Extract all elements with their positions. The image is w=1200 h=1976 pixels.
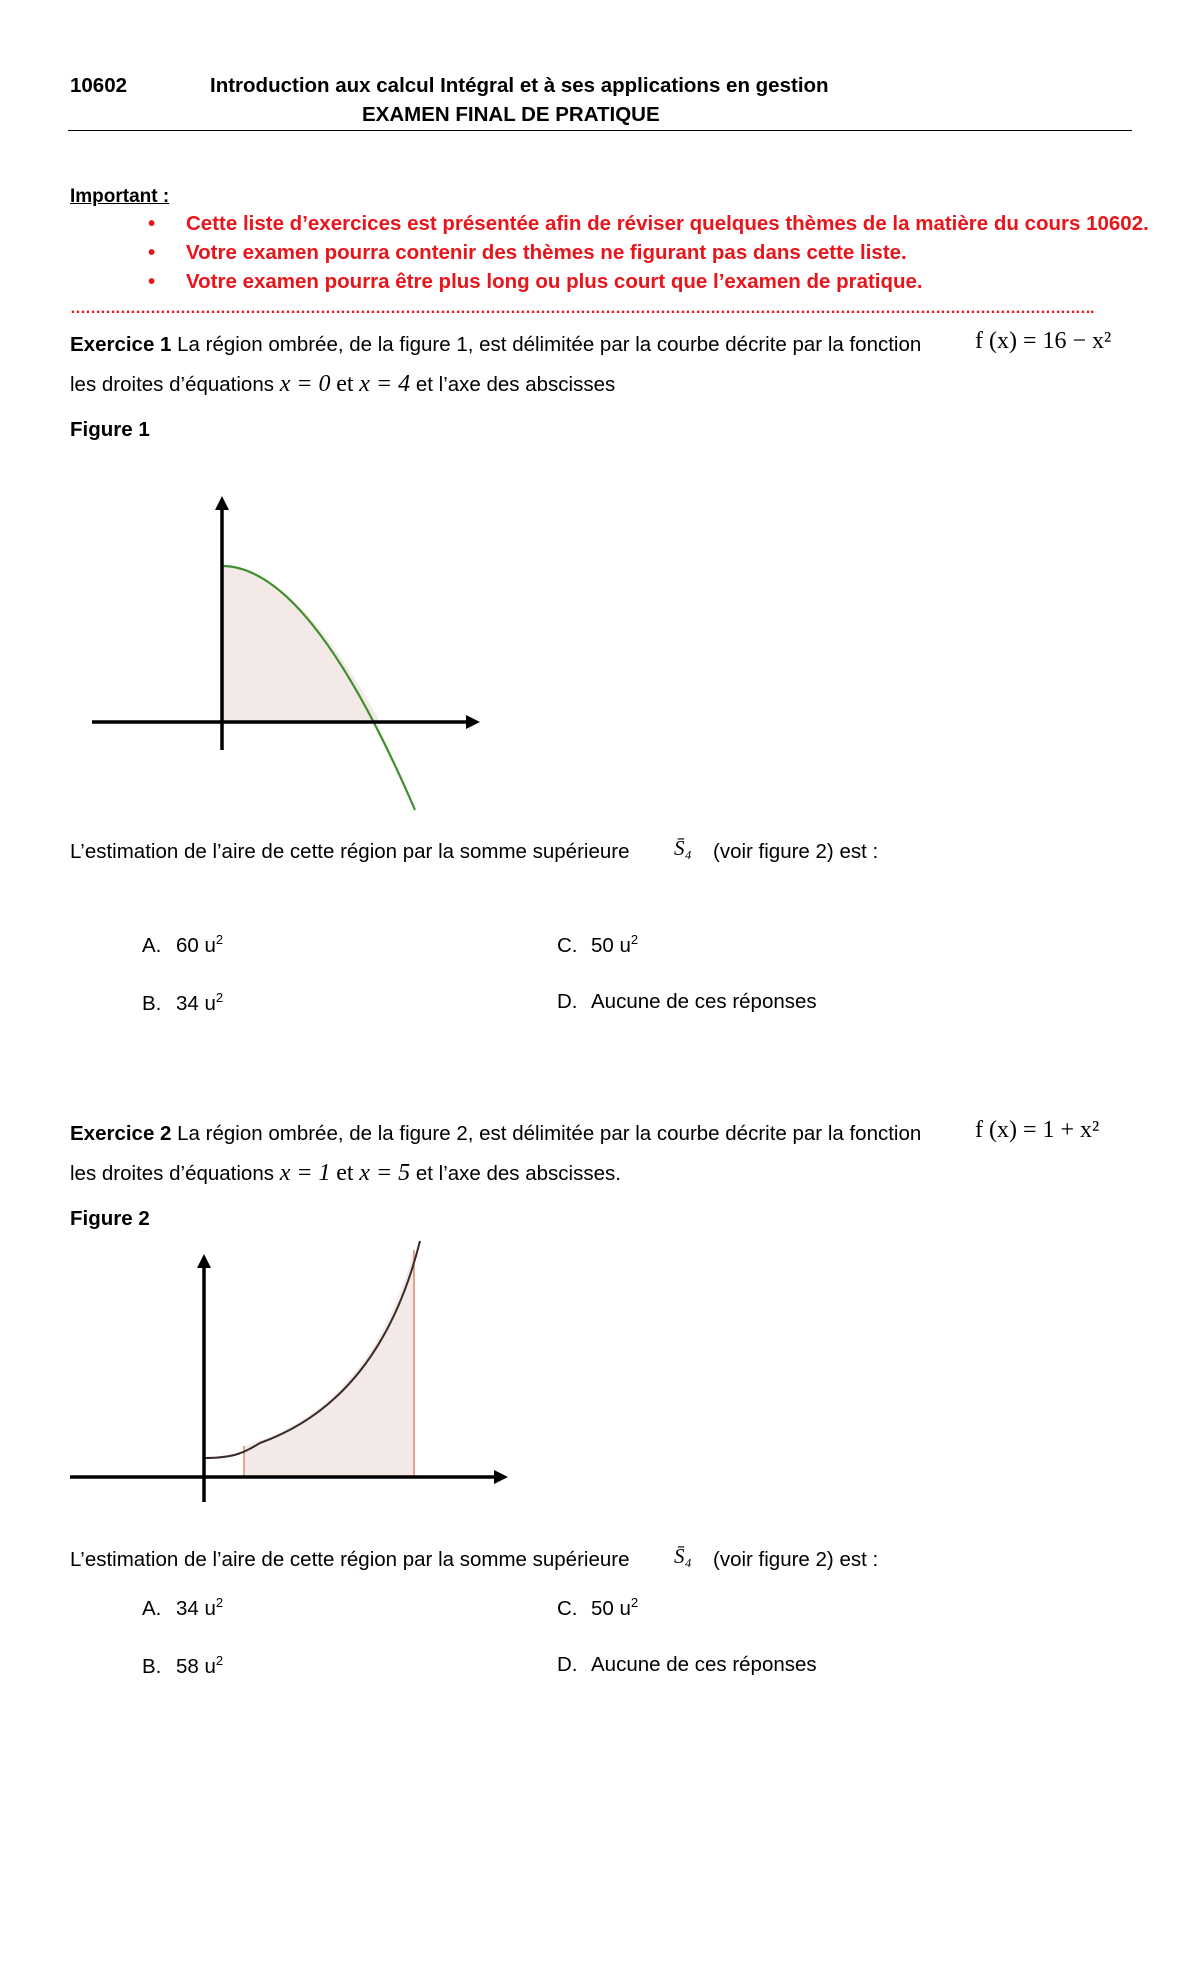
bullet-icon: • bbox=[148, 212, 156, 235]
exercise2-option-b bbox=[142, 1653, 223, 1679]
exercise2-title: Exercice 2 bbox=[70, 1122, 172, 1145]
exercise1-text-end: et l’axe des abscisses bbox=[415, 373, 616, 396]
figure2-x-arrow-icon bbox=[494, 1470, 508, 1484]
option-value: Aucune de ces réponses bbox=[591, 1653, 817, 1676]
option-letter: B. bbox=[142, 992, 162, 1015]
option-letter: A. bbox=[142, 1597, 162, 1620]
option-value: 34 u bbox=[176, 992, 216, 1015]
option-value: 50 u bbox=[591, 1597, 631, 1620]
bullet-icon: • bbox=[148, 270, 156, 293]
bullet-text: Votre examen pourra contenir des thèmes ne figurant pas dans cette liste. bbox=[186, 241, 907, 264]
exercise1-line2 bbox=[70, 371, 615, 398]
exercise1-eq1: x = 0 bbox=[279, 371, 331, 397]
course-code: 10602 bbox=[70, 74, 128, 97]
option-value: 58 u bbox=[176, 1655, 216, 1678]
dotted-separator: ……………………………………………………………………………………………………………………………………………………………………………………. bbox=[70, 300, 1094, 317]
exercise2-eq2: x = 5 bbox=[359, 1160, 411, 1186]
exercise2-text-start: les droites d’équations bbox=[70, 1162, 274, 1185]
exercise1-text: La région ombrée, de la figure 1, est délimitée par la courbe décrite par la fonction bbox=[177, 333, 922, 356]
figure2-y-arrow-icon bbox=[197, 1254, 211, 1268]
figure1-shaded-region bbox=[222, 566, 380, 722]
exercise2-sum-symbol: S̄₄ bbox=[674, 1544, 692, 1568]
exercise1-conj: et bbox=[336, 371, 354, 397]
exercise1-option-d bbox=[557, 990, 817, 1014]
exercise2-eq1: x = 1 bbox=[279, 1160, 331, 1186]
option-letter: C. bbox=[557, 1597, 578, 1620]
exercise1-title: Exercice 1 bbox=[70, 333, 172, 356]
exercise1-line1 bbox=[70, 333, 921, 357]
bullet-text: Cette liste d’exercices est présentée afin de réviser quelques thèmes de la matière du cours 10602. bbox=[186, 212, 1149, 235]
exercise2-function: f (x) = 1 + x² bbox=[975, 1117, 1100, 1143]
exam-title: EXAMEN FINAL DE PRATIQUE bbox=[362, 103, 660, 126]
option-exponent: 2 bbox=[630, 1595, 639, 1610]
option-exponent: 2 bbox=[215, 990, 224, 1005]
figure1-x-arrow-icon bbox=[466, 715, 480, 729]
exercise2-option-a bbox=[142, 1595, 223, 1621]
option-letter: A. bbox=[142, 934, 162, 957]
figure2-label: Figure 2 bbox=[70, 1207, 150, 1230]
figure1-label: Figure 1 bbox=[70, 418, 150, 441]
exercise2-question-start: L’estimation de l’aire de cette région par la somme supérieure bbox=[70, 1548, 630, 1571]
figure2-shaded-region bbox=[244, 1250, 414, 1477]
exercise2-option-c bbox=[557, 1595, 638, 1621]
exercise1-sum-symbol: S̄₄ bbox=[674, 836, 692, 860]
option-letter: B. bbox=[142, 1655, 162, 1678]
exercise1-option-c bbox=[557, 932, 638, 958]
exercise2-text: La région ombrée, de la figure 2, est délimitée par la courbe décrite par la fonction bbox=[177, 1122, 922, 1145]
exercise2-option-d bbox=[557, 1653, 817, 1677]
exercise1-question-end: (voir figure 2) est : bbox=[713, 840, 879, 863]
course-title: Introduction aux calcul Intégral et à ses applications en gestion bbox=[210, 74, 829, 97]
option-value: 50 u bbox=[591, 934, 631, 957]
exercise2-conj: et bbox=[336, 1160, 354, 1186]
exercise1-option-a bbox=[142, 932, 223, 958]
option-exponent: 2 bbox=[630, 932, 639, 947]
option-letter: C. bbox=[557, 934, 578, 957]
option-exponent: 2 bbox=[215, 1653, 224, 1668]
option-value: 34 u bbox=[176, 1597, 216, 1620]
option-value: 60 u bbox=[176, 934, 216, 957]
option-letter: D. bbox=[557, 1653, 578, 1676]
header-rule bbox=[68, 130, 1132, 131]
exercise1-text-start: les droites d’équations bbox=[70, 373, 274, 396]
option-exponent: 2 bbox=[215, 932, 224, 947]
option-exponent: 2 bbox=[215, 1595, 224, 1610]
exercise2-question bbox=[70, 1548, 630, 1572]
option-value: Aucune de ces réponses bbox=[591, 990, 817, 1013]
exercise1-option-b bbox=[142, 990, 223, 1016]
exercise2-line2 bbox=[70, 1160, 621, 1187]
exercise2-question-end: (voir figure 2) est : bbox=[713, 1548, 879, 1571]
exercise2-text-end: et l’axe des abscisses. bbox=[415, 1162, 621, 1185]
figure1-graph bbox=[80, 490, 500, 820]
bullet-icon: • bbox=[148, 241, 156, 264]
bullet-text: Votre examen pourra être plus long ou plus court que l’examen de pratique. bbox=[186, 270, 923, 293]
important-label: Important : bbox=[70, 186, 170, 207]
exercise1-question bbox=[70, 840, 630, 864]
figure2-graph bbox=[60, 1240, 520, 1520]
exercise1-eq2: x = 4 bbox=[359, 371, 411, 397]
figure1-y-arrow-icon bbox=[215, 496, 229, 510]
exercise2-line1 bbox=[70, 1122, 921, 1146]
exercise1-function: f (x) = 16 − x² bbox=[975, 328, 1112, 354]
option-letter: D. bbox=[557, 990, 578, 1013]
exercise1-question-start: L’estimation de l’aire de cette région par la somme supérieure bbox=[70, 840, 630, 863]
